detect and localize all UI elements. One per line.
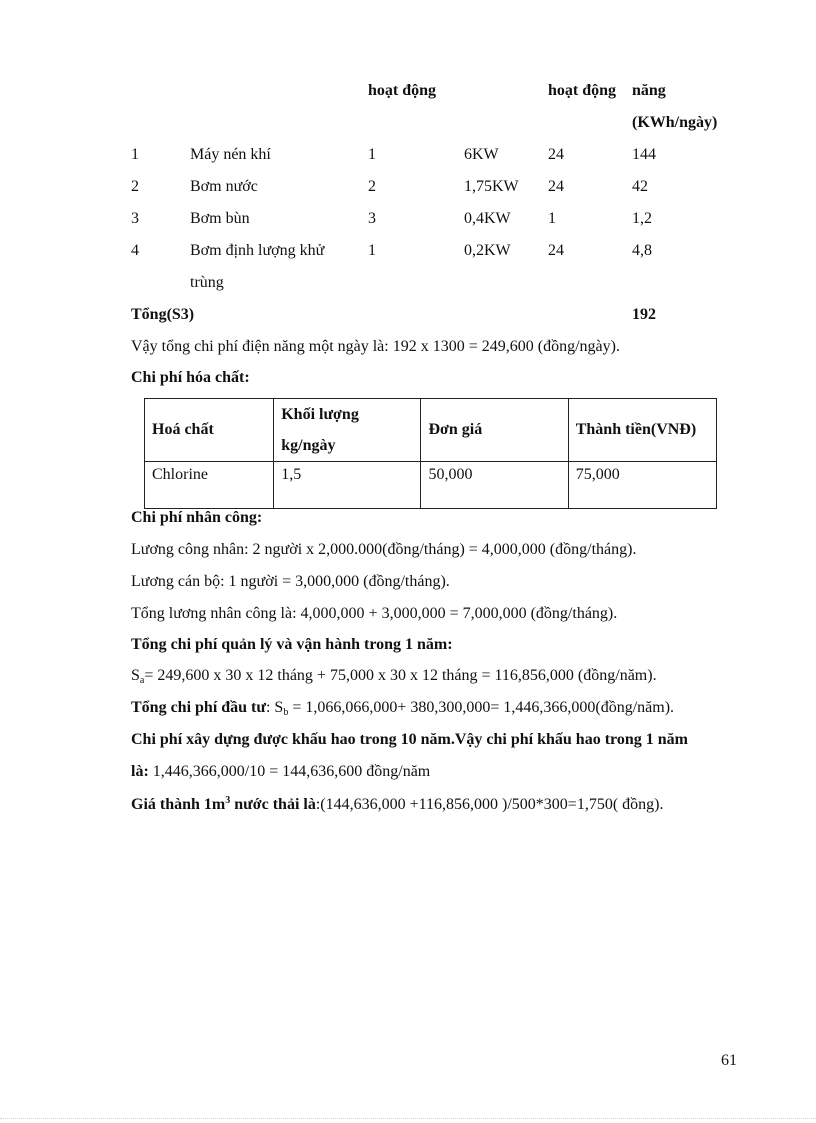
labor-section-title: Chi phí nhân công:	[131, 509, 263, 526]
row1-qty: 1	[368, 146, 376, 163]
depreciation-line2	[131, 763, 430, 781]
unit-cost-formula: :(144,636,000 +116,856,000 )/500*300=1,750( đồng).	[315, 796, 664, 813]
chemical-table-header	[145, 399, 717, 462]
header-amount: Thành tiền(VNĐ)	[568, 399, 716, 462]
unit-cost-sup: 3	[225, 795, 231, 806]
total-label: Tổng(S3)	[131, 306, 195, 323]
row1-no: 1	[131, 146, 139, 163]
unit-cost-label-end: nước thải là	[230, 796, 316, 813]
investment-label: Tổng chi phí đầu tư	[131, 699, 266, 716]
col-header-energy: năng	[632, 82, 666, 99]
chemical-table	[144, 398, 717, 509]
row3-hours: 1	[548, 210, 556, 227]
col-header-energy-unit: (KWh/ngày)	[632, 114, 718, 131]
electricity-cost-line: Vậy tổng chi phí điện năng một ngày là: 192 x 1300 = 249,600 (đồng/ngày).	[131, 338, 620, 355]
investment-formula: = 1,066,066,000+ 380,300,000= 1,446,366,000(đồng/năm).	[288, 699, 675, 716]
row4-no: 4	[131, 242, 139, 259]
cell-mass: 1,5	[274, 462, 421, 509]
row3-energy: 1,2	[632, 210, 652, 227]
row1-hours: 24	[548, 146, 564, 163]
row2-power: 1,75KW	[464, 178, 519, 195]
chemical-section-title: Chi phí hóa chất:	[131, 369, 250, 386]
row1-name: Máy nén khí	[190, 146, 271, 163]
row2-name: Bơm nước	[190, 178, 258, 195]
row4-hours: 24	[548, 242, 564, 259]
page-number: 61	[721, 1052, 737, 1069]
operation-section-title: Tổng chi phí quản lý và vận hành trong 1 năm:	[131, 636, 453, 653]
investment-line	[131, 699, 674, 718]
sb-subscript: b	[283, 707, 289, 718]
header-chemical: Hoá chất	[145, 399, 274, 462]
total-value: 192	[632, 306, 656, 323]
header-mass-line2: kg/ngày	[281, 437, 336, 454]
row4-energy: 4,8	[632, 242, 652, 259]
row4-qty: 1	[368, 242, 376, 259]
labor-line-workers: Lương công nhân: 2 người x 2,000.000(đồng/tháng) = 4,000,000 (đồng/tháng).	[131, 541, 637, 558]
row3-no: 3	[131, 210, 139, 227]
row4-power: 0,2KW	[464, 242, 511, 259]
row2-energy: 42	[632, 178, 648, 195]
row2-hours: 24	[548, 178, 564, 195]
sa-formula-line	[131, 667, 657, 686]
cell-amount: 75,000	[568, 462, 716, 509]
row2-no: 2	[131, 178, 139, 195]
labor-line-total: Tổng lương nhân công là: 4,000,000 + 3,000,000 = 7,000,000 (đồng/tháng).	[131, 605, 618, 622]
row4-name-cont: trùng	[190, 274, 224, 291]
col-header-hours: hoạt động	[548, 82, 617, 99]
depreciation-line1: Chi phí xây dựng được khấu hao trong 10 năm.Vậy chi phí khấu hao trong 1 năm	[131, 731, 688, 748]
sa-formula: = 249,600 x 30 x 12 tháng + 75,000 x 30 x 12 tháng = 116,856,000 (đồng/năm).	[144, 667, 657, 684]
row3-power: 0,4KW	[464, 210, 511, 227]
row3-name: Bơm bùn	[190, 210, 250, 227]
table-row	[145, 462, 717, 509]
unit-cost-line	[131, 795, 663, 814]
cell-unit-price: 50,000	[421, 462, 568, 509]
header-unit-price: Đơn giá	[421, 399, 568, 462]
header-mass-line1: Khối lượng	[281, 406, 359, 423]
sb-prefix: : S	[265, 699, 284, 716]
sa-subscript: a	[139, 675, 145, 686]
row1-energy: 144	[632, 146, 656, 163]
col-header-qty: hoạt động	[368, 82, 437, 99]
header-mass	[274, 399, 421, 462]
row4-name: Bơm định lượng khử	[190, 242, 325, 259]
sa-symbol: S	[131, 667, 140, 684]
cell-chemical: Chlorine	[145, 462, 274, 509]
depreciation-value: 1,446,366,000/10 = 144,636,600 đồng/năm	[148, 763, 431, 780]
row2-qty: 2	[368, 178, 376, 195]
unit-cost-label: Giá thành 1m	[131, 796, 226, 813]
depreciation-label: là:	[131, 763, 149, 780]
labor-line-staff: Lương cán bộ: 1 người = 3,000,000 (đồng/tháng).	[131, 573, 450, 590]
page-bottom-border	[0, 1118, 816, 1119]
row1-power: 6KW	[464, 146, 499, 163]
row3-qty: 3	[368, 210, 376, 227]
